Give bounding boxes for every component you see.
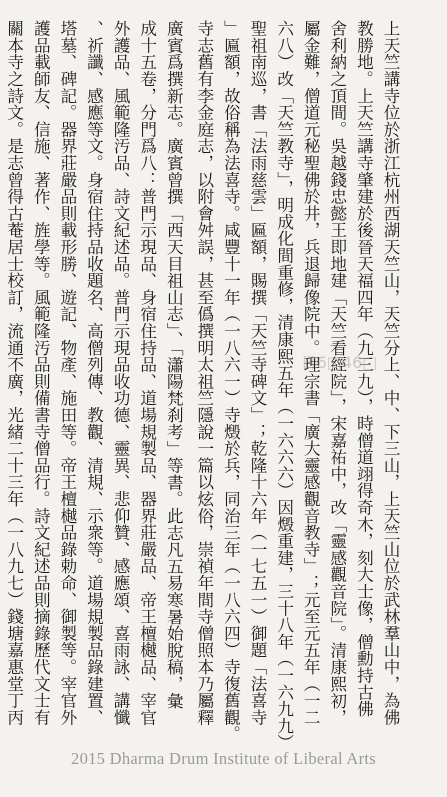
- watermark-footer: 2015 Dharma Drum Institute of Liberal Arts: [71, 749, 376, 768]
- text-column-5: 六八）改「天竺教寺」，明成化間重修，清康熙五年（一六六六）因燬重建，三十八年（一六九九）: [274, 20, 294, 751]
- text-column-6: 聖祖南巡，書「法雨慈雲」匾額，賜撰「天竺寺碑文」；乾隆十六年（一七五一）御題「法喜寺: [248, 20, 268, 726]
- text-column-7: 」匾額，故俗稱為法喜寺。咸豐十一年（一八六一）寺燬於兵，同治三年（一八六四）寺復舊觀。: [221, 20, 241, 743]
- text-column-10: 成十五卷，分門爲八：普門示現品、身宿住持品、道場規製品、器界莊嚴品、帝王檀樾品、宰官: [137, 20, 157, 726]
- text-column-15: 關本寺之詩文。是志曾得古菴居士校訂，流通不廣，光緒二十三年（一八九七）錢塘嘉惠堂丁丙: [4, 20, 24, 726]
- text-column-11: 外護品、風範隆汚品、詩文紀述品。普門示現品收功德、靈異、悲仰贊、感應頌、喜雨詠、講懺: [111, 20, 131, 726]
- faint-stamp-mark: 日6□46□: [300, 353, 378, 372]
- text-column-3: 舍利納之頂間。吳越錢忠懿王即地建「天竺看經院」，宋嘉祐中，改「靈感觀音院」。清康熙初，: [327, 20, 347, 726]
- text-column-14: 護品載師友、信施、著作、旌學等。風範隆汚品則備書寺僧品行。詩文紀述品則摘錄歷代文士有: [31, 20, 51, 726]
- text-column-4: 屬金難，僧道元秘聖佛於井，兵退歸像院中。理宗書「廣大靈感觀音教寺」；元至元五年（一二: [301, 20, 321, 726]
- text-column-2: 教勝地。上天竺講寺肇建於後晉天福四年（九三九），時僧道翊得奇木，刻大士像，僧勳持古佛: [354, 20, 374, 718]
- text-column-8: 寺志舊有李金庭志，以附會舛誤，甚至僞撰明太祖竺隱說一篇以炫俗，崇禎年間寺僧照本乃屬釋: [194, 20, 214, 726]
- text-column-12: 、祈讖、感應等文。身宿住持品收題名、高僧列傳、教觀、清規、示衆等。道場規製品錄建置、: [84, 20, 104, 726]
- text-column-13: 塔墓、碑記。器界莊嚴品則載形勝、遊記、物產、施田等。帝王檀樾品錄勅命、御製等。宰官外: [57, 20, 77, 726]
- text-column-1: 上天竺講寺位於浙江杭州西湖天竺山，天竺分上、中、下三山，上天竺山位於武林羣山中，為佛: [381, 20, 400, 726]
- text-column-9: 廣賓爲撰新志。廣賓曾撰「西天目祖山志」、「瀟陽梵刹考」等書。此志凡五易寒暑始脫稿，彙: [164, 20, 184, 709]
- vertical-text-block: [0, 20, 403, 751]
